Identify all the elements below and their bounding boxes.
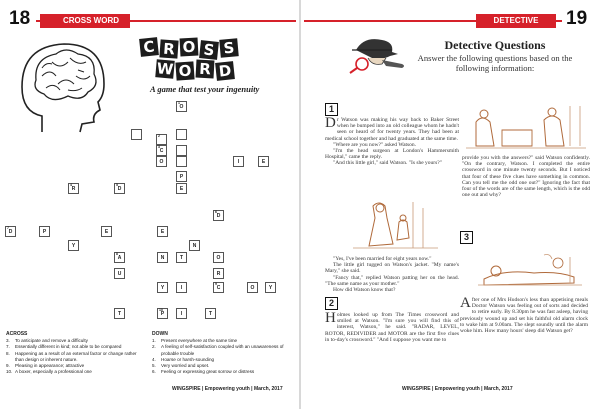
grid-cell bbox=[176, 308, 187, 319]
watson-girl-illustration bbox=[343, 198, 443, 253]
clue-number: 3. bbox=[6, 338, 10, 344]
clue-number: 8. bbox=[6, 350, 10, 356]
tagline: A game that test your ingenuity bbox=[150, 84, 260, 94]
grid-cell-number: 10 bbox=[159, 308, 163, 312]
clue-text: A boxer, especially a professional one bbox=[15, 369, 92, 375]
grid-cell bbox=[156, 156, 167, 167]
grid-cell bbox=[176, 145, 187, 156]
grid-cell-letter: D bbox=[216, 213, 221, 219]
grid-cell-letter: E bbox=[179, 186, 184, 192]
grid-cell-letter: A bbox=[117, 255, 122, 261]
grid-cell-number: 2 bbox=[158, 134, 160, 138]
title-tile: R bbox=[159, 39, 178, 58]
q3-paragraph: fter one of Mrs Hudson's less than appetising meals Doctor Watson was feeling out of sorts and decided to retire early. By 8.30pm he was fast asleep, having previously wound up and set his faithful old alarm clock to wake him at 9.00am. The slept soundly until the alarm woke him. How many hours' sleep did Watson get? bbox=[460, 297, 588, 335]
title-tile: R bbox=[196, 60, 215, 79]
grid-cell bbox=[157, 308, 168, 319]
q1-paragraph: How did Watson know that? bbox=[333, 287, 396, 294]
grid-cell-letter: D bbox=[8, 229, 13, 235]
grid-cell-letter: P bbox=[42, 229, 47, 235]
clue-number: 9. bbox=[6, 363, 10, 369]
grid-cell-letter: I bbox=[180, 285, 183, 291]
grid-cell-letter: E bbox=[104, 229, 109, 235]
grid-cell-letter: P bbox=[160, 311, 165, 317]
grid-cell bbox=[213, 252, 224, 263]
grid-cell-letter: O bbox=[159, 159, 164, 165]
grid-cell bbox=[176, 183, 187, 194]
grid-cell-letter: Y bbox=[71, 243, 76, 249]
grid-cell-letter: T bbox=[179, 255, 184, 261]
grid-cell-letter: C bbox=[216, 285, 221, 291]
grid-cell bbox=[39, 226, 50, 237]
grid-cell bbox=[156, 134, 167, 145]
section-rule bbox=[556, 20, 562, 22]
q2-paragraph: olmes looked up from The Times crossword and smiled at Watson. "I'm sure you will find this of interest, Watson," he said. "RADAR, LEVEL, ROTOR, REDIVIDER and MOTOR are the first five clues in to-day's crossword." "And I suppose you want me to bbox=[325, 312, 459, 343]
grid-cell-letter: R bbox=[216, 271, 221, 277]
clue-item bbox=[152, 344, 292, 356]
question-1-text bbox=[325, 117, 459, 167]
grid-cell bbox=[205, 308, 216, 319]
grid-cell bbox=[176, 101, 187, 112]
grid-cell-number: 9 bbox=[215, 282, 217, 286]
dropcap: H bbox=[325, 310, 336, 326]
grid-cell-letter: N bbox=[192, 243, 197, 249]
grid-cell-number: 7 bbox=[7, 226, 9, 230]
q1-paragraph: "Where are you now?" asked Watson. bbox=[333, 141, 417, 148]
grid-cell-letter: E bbox=[160, 229, 165, 235]
q1-paragraph: r Watson was making his way back to Baker Street when he bumped into an old colleague whom he hadn't seen or heard of for twenty years. They had been at medical school together and had graduated at the same time. bbox=[325, 117, 459, 142]
clue-text: Present everywhere at the same time bbox=[161, 338, 238, 344]
grid-cell-letter: P bbox=[179, 174, 184, 180]
question-number-3: 3 bbox=[460, 231, 473, 244]
q1-paragraph: "I'm the head surgeon at London's Hammersmith Hospital," came the reply. bbox=[325, 148, 459, 161]
clue-item bbox=[6, 351, 144, 363]
grid-cell bbox=[213, 268, 224, 279]
clue-number: 2. bbox=[152, 344, 156, 350]
grid-cell bbox=[247, 282, 258, 293]
section-rule bbox=[130, 20, 296, 22]
grid-cell bbox=[213, 210, 224, 221]
grid-cell-letter: O bbox=[216, 255, 221, 261]
grid-cell-letter: E bbox=[261, 159, 266, 165]
dropcap: D bbox=[325, 115, 336, 131]
title-tile: S bbox=[199, 40, 219, 60]
clue-item bbox=[152, 369, 292, 375]
clue-text: Happening as a result of an external factor or change rather than design or inherent nature. bbox=[15, 350, 137, 362]
grid-cell-letter: O bbox=[179, 104, 184, 110]
section-rule bbox=[304, 20, 476, 22]
question-2-text bbox=[325, 312, 459, 343]
holmes-watson-illustration bbox=[462, 100, 590, 152]
question-1-text-cont bbox=[325, 256, 459, 293]
clue-text: Feeling or expressing great sorrow or distress bbox=[161, 369, 255, 375]
page-gutter bbox=[299, 0, 301, 409]
grid-cell-number: 6 bbox=[215, 210, 217, 214]
grid-cell-letter: Y bbox=[160, 285, 165, 291]
section-label: CROSS WORD bbox=[40, 14, 130, 28]
brain-head-illustration bbox=[12, 32, 112, 140]
question-3-text bbox=[460, 297, 588, 334]
clue-item bbox=[6, 369, 144, 375]
q1-paragraph: "And this little girl," said Watson. "Is she yours?" bbox=[333, 160, 442, 167]
grid-cell bbox=[157, 252, 168, 263]
grid-cell-number: 4 bbox=[70, 183, 72, 187]
grid-cell-number: 5 bbox=[116, 183, 118, 187]
down-heading: DOWN bbox=[152, 331, 168, 337]
grid-cell bbox=[5, 226, 16, 237]
page-number-left: 18 bbox=[9, 8, 31, 29]
grid-cell-number: 1 bbox=[178, 101, 180, 105]
grid-cell bbox=[68, 240, 79, 251]
page-number-right: 19 bbox=[566, 8, 588, 29]
sleeping-watson-illustration bbox=[474, 249, 586, 289]
grid-cell bbox=[233, 156, 244, 167]
footer-right: WINGSPIRE | Empowering youth | March, 2017 bbox=[402, 386, 513, 392]
clue-text: A feeling of self-satisfaction coupled with an unawareness of probable trouble bbox=[161, 344, 284, 356]
clue-text: To anticipate and remove a difficulty bbox=[15, 338, 88, 344]
grid-cell-letter: C bbox=[159, 148, 164, 154]
grid-cell bbox=[176, 156, 187, 167]
title-tile: W bbox=[155, 59, 175, 79]
grid-cell-letter: T bbox=[117, 311, 122, 317]
detective-title: Detective Questions bbox=[444, 38, 546, 52]
grid-cell bbox=[114, 268, 125, 279]
grid-cell bbox=[176, 171, 187, 182]
clue-text: Pleasing in appearance; attractive bbox=[15, 363, 85, 369]
grid-cell-letter: I bbox=[180, 311, 183, 317]
grid-cell bbox=[176, 282, 187, 293]
grid-cell bbox=[114, 183, 125, 194]
question-2-text-cont: provide you with the answers?" said Watson confidently. "On the contrary, Watson. I completed the entire crossword in one minute twenty seconds. But I noticed that four of these five clues have something in common. Can you tell me the odd one out?" Ignoring the fact that four of the words are of the same length, which is the odd one out and why? bbox=[462, 155, 590, 199]
detective-illustration bbox=[342, 30, 412, 74]
title-tile: S bbox=[219, 38, 239, 58]
q1-paragraph: "Fancy that," replied Watson patting her on the head. "The same name as your mother." bbox=[325, 274, 459, 287]
grid-cell bbox=[176, 129, 187, 140]
across-heading: ACROSS bbox=[6, 331, 28, 337]
grid-cell-number: 8 bbox=[116, 252, 118, 256]
grid-cell bbox=[131, 129, 142, 140]
across-clues bbox=[6, 331, 144, 375]
grid-cell bbox=[213, 282, 224, 293]
footer-left: WINGSPIRE | Empowering youth | March, 2017 bbox=[172, 386, 283, 392]
question-number-1: 1 bbox=[325, 103, 338, 116]
grid-cell bbox=[68, 183, 79, 194]
grid-cell-letter: R bbox=[71, 186, 76, 192]
detective-subtitle: Answer the following questions based on the following information: bbox=[417, 53, 573, 73]
grid-cell bbox=[114, 308, 125, 319]
clue-number: 4. bbox=[152, 356, 156, 362]
grid-cell-letter: U bbox=[117, 271, 122, 277]
title-tile: D bbox=[215, 61, 235, 81]
section-label: DETECTIVE PUZZLES bbox=[476, 14, 556, 28]
grid-cell-letter: D bbox=[117, 186, 122, 192]
clue-text: Essentially different in kind; not able to be compared bbox=[15, 344, 122, 350]
q1-paragraph: The little girl tugged on Watson's jacket. "My name's Mary," she said. bbox=[325, 262, 459, 275]
clue-text: Hoarse or harsh-sounding bbox=[161, 356, 215, 362]
grid-cell-letter: Y bbox=[268, 285, 273, 291]
title-tile: O bbox=[180, 38, 199, 57]
grid-cell bbox=[189, 240, 200, 251]
grid-cell bbox=[157, 282, 168, 293]
grid-cell-letter: O bbox=[250, 285, 255, 291]
grid-cell-number: 3 bbox=[158, 145, 160, 149]
grid-cell bbox=[176, 252, 187, 263]
question-number-2: 2 bbox=[325, 297, 338, 310]
grid-cell-letter: N bbox=[160, 255, 165, 261]
dropcap: A bbox=[460, 295, 471, 311]
clue-number: 1. bbox=[152, 338, 156, 344]
clue-number: 5. bbox=[152, 363, 156, 369]
clue-text: Very worried and upset. bbox=[161, 363, 210, 369]
grid-cell-letter: T bbox=[208, 311, 213, 317]
grid-cell bbox=[265, 282, 276, 293]
clue-number: 7. bbox=[6, 344, 10, 350]
grid-cell bbox=[101, 226, 112, 237]
grid-cell bbox=[114, 252, 125, 263]
grid-cell bbox=[156, 145, 167, 156]
grid-cell-letter: I bbox=[237, 159, 240, 165]
clue-number: 10. bbox=[6, 369, 13, 375]
q1-paragraph: "Yes, I've been married for eight years now." bbox=[333, 256, 432, 262]
grid-cell bbox=[258, 156, 269, 167]
clue-number: 6. bbox=[152, 369, 156, 375]
title-tile: C bbox=[139, 37, 159, 57]
down-clues bbox=[152, 331, 292, 375]
title-tile: O bbox=[175, 61, 194, 80]
grid-cell bbox=[157, 226, 168, 237]
